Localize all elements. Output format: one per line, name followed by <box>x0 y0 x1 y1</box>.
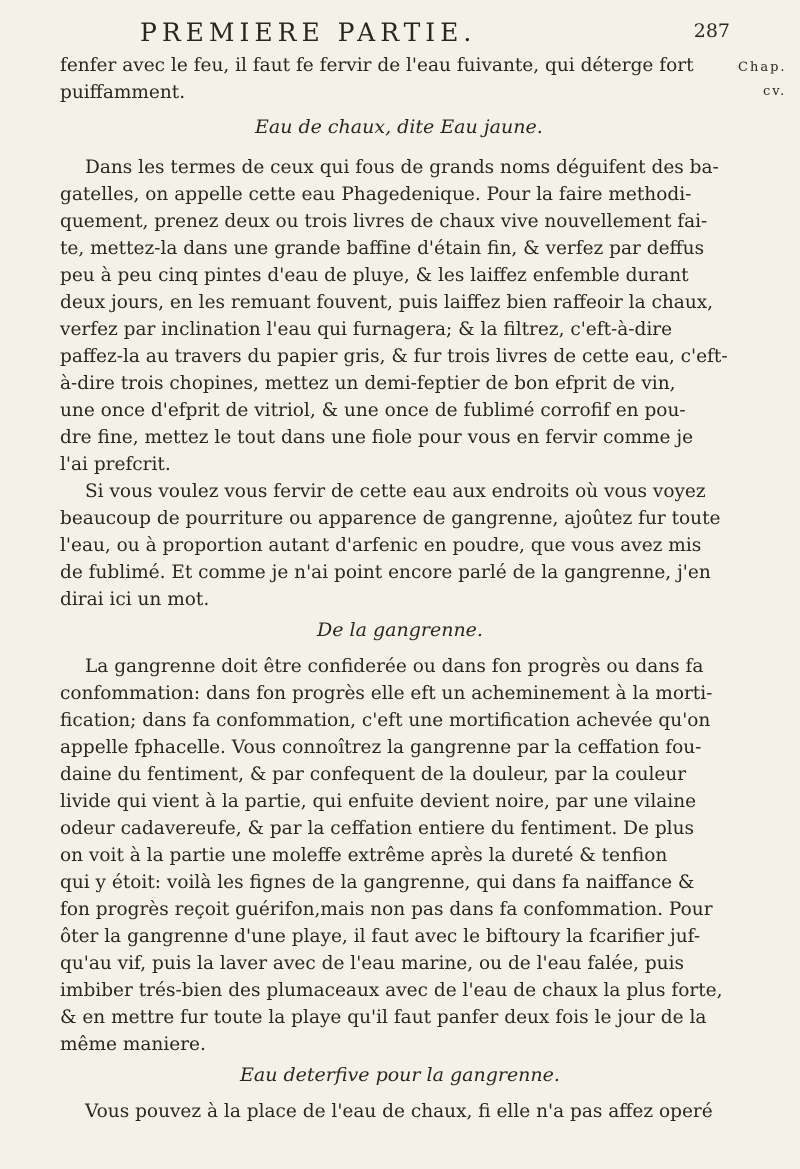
text-line: & en mettre fur toute la playe qu'il faut panfer deux fois le jour de la <box>60 1007 707 1028</box>
text-line: l'ai prefcrit. <box>60 454 171 475</box>
text-line: verfez par inclination l'eau qui furnagera; & la filtrez, c'eft-à-dire <box>60 319 673 340</box>
margin-note-line: Chap. <box>738 60 787 75</box>
paragraph <box>60 653 740 1058</box>
text-line: livide qui vient à la partie, qui enfuite devient noire, par une vilaine <box>60 791 697 812</box>
text-line: Vous pouvez à la place de l'eau de chaux, fi elle n'a pas affez operé <box>85 1101 713 1122</box>
text-line: à-dire trois chopines, mettez un demi-feptier de bon efprit de vin, <box>60 373 676 394</box>
text-line: daine du fentiment, & par confequent de la douleur, par la couleur <box>60 764 687 785</box>
text-line: gatelles, on appelle cette eau Phagedenique. Pour la faire methodi- <box>60 184 692 205</box>
text-line: te, mettez-la dans une grande baffine d'étain fin, & verfez par deffus <box>60 238 705 259</box>
text-line: ôter la gangrenne d'une playe, il faut avec le biftoury la fcarifier juf- <box>60 926 701 947</box>
text-line: appelle fphacelle. Vous connoîtrez la gangrenne par la ceffation fou- <box>60 737 702 758</box>
text-line: peu à peu cinq pintes d'eau de pluye, & les laiffez enfemble durant <box>60 265 689 286</box>
text-line: on voit à la partie une moleffe extrême après la dureté & tenfion <box>60 845 668 866</box>
paragraph <box>60 1098 740 1125</box>
paragraph <box>60 154 740 478</box>
text-line: dre fine, mettez le tout dans une fiole pour vous en fervir comme je <box>60 427 694 448</box>
text-line: fon progrès reçoit guérifon,mais non pas dans fa confommation. Pour <box>60 899 713 920</box>
text-line: confommation: dans fon progrès elle eft un acheminement à la morti- <box>60 683 713 704</box>
text-line: qui y étoit: voilà les fignes de la gangrenne, qui dans fa naiffance & <box>60 872 695 893</box>
text-line: deux jours, en les remuant fouvent, puis laiffez bien raffeoir la chaux, <box>60 292 714 313</box>
text-line: odeur cadavereufe, & par la ceffation entiere du fentiment. De plus <box>60 818 694 839</box>
section-heading: Eau de chaux, dite Eau jaune. <box>255 116 543 138</box>
text-line: fication; dans fa confommation, c'eft une mortification achevée qu'on <box>60 710 711 731</box>
text-line: Si vous voulez vous fervir de cette eau aux endroits où vous voyez <box>85 481 706 502</box>
text-line: beaucoup de pourriture ou apparence de gangrenne, ajoûtez fur toute <box>60 508 721 529</box>
text-line: Dans les termes de ceux qui fous de grands noms déguifent des ba- <box>85 157 719 178</box>
margin-note-line: cv. <box>763 84 787 99</box>
text-line: paffez-la au travers du papier gris, & fur trois livres de cette eau, c'eft- <box>60 346 728 367</box>
text-line: puiffamment. <box>60 82 186 103</box>
text-line: de fublimé. Et comme je n'ai point encore parlé de la gangrenne, j'en <box>60 562 711 583</box>
margin-chapter-note <box>738 56 798 104</box>
section-heading: De la gangrenne. <box>317 619 483 641</box>
text-line: imbiber trés-bien des plumaceaux avec de l'eau de chaux la plus forte, <box>60 980 723 1001</box>
text-line: l'eau, ou à proportion autant d'arfenic en poudre, que vous avez mis <box>60 535 702 556</box>
paragraph <box>60 52 740 106</box>
text-line: quement, prenez deux ou trois livres de chaux vive nouvellement fai- <box>60 211 708 232</box>
text-line: dirai ici un mot. <box>60 589 210 610</box>
body-text <box>60 52 740 1125</box>
text-line: une once d'efprit de vitriol, & une once de fublimé corrofif en pou- <box>60 400 686 421</box>
text-line: La gangrenne doit être confiderée ou dans fon progrès ou dans fa <box>85 656 704 677</box>
text-line: même maniere. <box>60 1034 206 1055</box>
paragraph <box>60 478 740 613</box>
section-heading: Eau deterfive pour la gangrenne. <box>240 1064 560 1086</box>
text-line: fenfer avec le feu, il faut fe fervir de l'eau fuivante, qui déterge fort <box>60 55 694 76</box>
page-number: 287 <box>693 20 730 42</box>
text-line: qu'au vif, puis la laver avec de l'eau marine, ou de l'eau falée, puis <box>60 953 685 974</box>
running-title: PREMIERE PARTIE. <box>140 18 477 47</box>
